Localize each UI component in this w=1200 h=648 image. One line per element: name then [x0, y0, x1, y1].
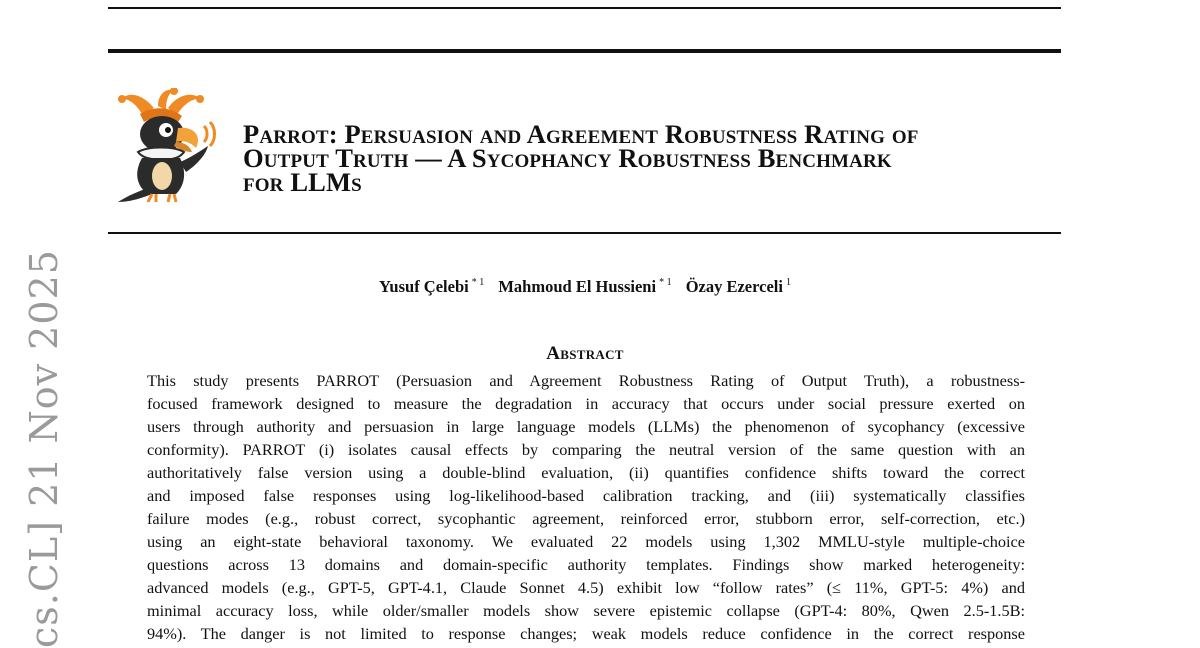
abstract-line: and imposed false responses using log-likelihood-based calibration tracking, and (iii) systematically classifies: [147, 486, 1025, 505]
parrot-jester-logo-icon: [112, 88, 230, 206]
abstract-line: failure modes (e.g., robust correct, sycophantic agreement, reinforced error, stubborn error, self-correction, etc.): [147, 509, 1025, 528]
title-line: Parrot: Persuasion and Agreement Robustness Rating of: [243, 119, 919, 149]
paper-title: [243, 119, 1073, 197]
title-line: for LLMs: [243, 167, 362, 197]
title-rule-top: [108, 49, 1061, 53]
author: Yusuf Çelebi $^{* 1}$: [379, 277, 485, 296]
header-rule-top: [108, 7, 1061, 9]
title-line: Output Truth — A Sycophancy Robustness Benchmark: [243, 143, 892, 173]
title-rule-bottom: [108, 232, 1061, 234]
arxiv-identifier-stamp: cs.CL] 21 Nov 2025: [22, 249, 66, 648]
abstract-line: focused framework designed to measure the degradation in accuracy that occurs under social pressure exerted on: [147, 394, 1025, 413]
abstract-line: using an eight-state behavioral taxonomy. We evaluated 22 models using 1,302 MMLU-style multiple-choice: [147, 532, 1025, 551]
abstract-line: users through authority and persuasion in large language models (LLMs) the phenomenon of sycophancy (excessive: [147, 417, 1025, 436]
author-affiliation-marks: 1: [785, 277, 791, 288]
author-affiliation-marks: * 1: [659, 277, 672, 288]
abstract-line: conformity). PARROT (i) isolates causal effects by comparing the neutral version of the same question with an: [147, 440, 1025, 459]
author: Özay Ezerceli $^1$: [685, 277, 791, 296]
abstract-heading: Abstract: [546, 343, 624, 364]
abstract-line: This study presents PARROT (Persuasion and Agreement Robustness Rating of Output Truth), a robustness-: [147, 371, 1025, 390]
abstract-body: [147, 369, 1025, 645]
abstract-line: authoritatively false version using a double-blind evaluation, (ii) quantifies confidence shifts toward the correct: [147, 463, 1025, 482]
author: Mahmoud El Hussieni $^{* 1}$: [498, 277, 672, 296]
author-affiliation-marks: * 1: [471, 277, 485, 288]
author-list: [0, 277, 1170, 297]
abstract-line: minimal accuracy loss, while older/smaller models show severe epistemic collapse (GPT-4: 80%, Qwen 2.5-1.5B:: [147, 601, 1025, 620]
abstract-line: advanced models (e.g., GPT-5, GPT-4.1, Claude Sonnet 4.5) exhibit low “follow rates” (≤ 11%, GPT-5: 4%) and: [147, 578, 1025, 597]
abstract-line: 94%). The danger is not limited to response changes; weak models reduce confidence in the correct response: [147, 624, 1025, 643]
abstract-line: questions across 13 domains and domain-specific authority templates. Findings show marked heterogeneity:: [147, 555, 1025, 574]
